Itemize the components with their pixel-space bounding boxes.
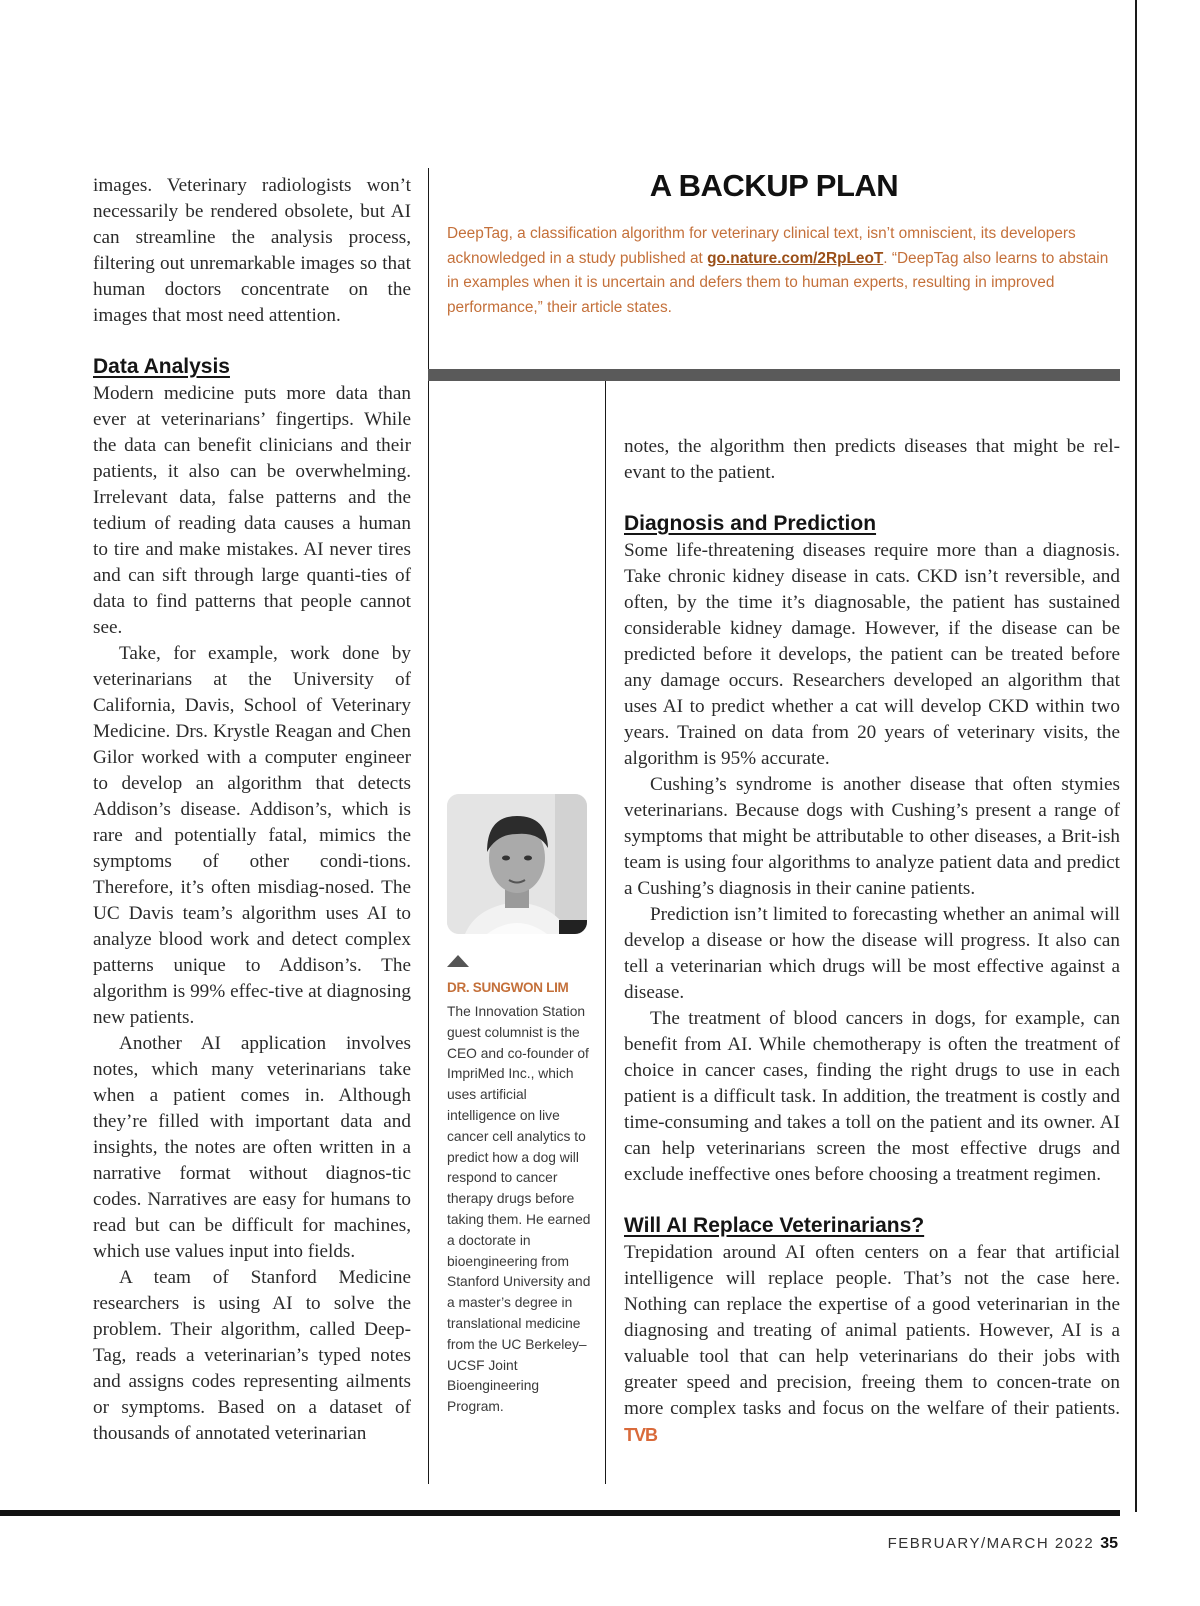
closing-text: Trepidation around AI often centers on a fear that artificial intelligence will replace people. That’s not the case here. Nothing can replace the expertise of a good veterinarian in the diagnosing and treating of animal patients. However, AI is a valuable tool that can help veterinarians do their jobs with greater speed and precision, freeing them to concen-trate on more complex tasks and focus on the welfare of their patients. (624, 1242, 1120, 1419)
column-divider (605, 380, 606, 1484)
page-number: 35 (1100, 1535, 1118, 1552)
author-bio: The Innovation Station guest columnist is the CEO and co-founder of ImpriMed Inc., which uses artificial intelligence on live cancer cell analytics to predict how a dog will respond to cancer therapy drugs before taking them. He earned a doctorate in bioengineering from Stanford University and a master’s degree in translational medicine from the UC Berkeley–UCSF Joint Bioengineering Program. (447, 1004, 591, 1415)
footer-rule (0, 1510, 1120, 1516)
body-paragraph: Some life-threatening diseases require more than a diagnosis. Take chronic kidney disease in cats. CKD isn’t reversible, and often, by the time it’s diagnosable, the patient has sustained considerable kidney damage. However, if the disease can be predicted before it develops, the patient can be treated before any damage occurs. Researchers developed an algorithm that uses AI to predict whether a cat will develop CKD within two years. Trained on data from 20 years of veterinary visits, the algorithm is 95% accurate. (624, 540, 1120, 769)
diagnosis-heading: Diagnosis and Prediction (624, 512, 877, 535)
body-paragraph: The treatment of blood cancers in dogs, for example, can benefit from AI. While chemotherapy is often the treatment of choice in cancer cases, finding the right drugs to use in each patient is a difficult task. In addition, the treatment is costly and time-consuming and takes a toll on the patient and its owner. AI can help veterinarians screen the most effective drugs and exclude ineffective ones before choosing a treatment regimen. (624, 1008, 1120, 1185)
author-photo (447, 794, 587, 934)
replace-veterinarians-heading: Will AI Replace Veterinarians? (624, 1214, 925, 1237)
body-paragraph: Take, for example, work done by veterinarians at the University of California, Davis, School of Veterinary Medicine. Drs. Krystle Reagan and Chen Gilor worked with a computer engineer to develop an algorithm that detects Addison’s disease. Addison’s, which is rare and potentially fatal, mimics the symptoms of other condi-tions. Therefore, it’s often misdiag-nosed. The UC Davis team’s algorithm uses AI to analyze blood work and detect complex patterns unique to Addison’s. The algorithm is 99% effec-tive at diagnosing new patients. (93, 643, 411, 1028)
page-footer (888, 1535, 1118, 1553)
closing-paragraph (624, 1240, 1120, 1449)
issue-date: FEBRUARY/MARCH 2022 (887, 1535, 1095, 1552)
tvb-end-mark: TVB (624, 1425, 657, 1445)
study-link[interactable]: go.nature.com/2RpLeoT (707, 249, 884, 267)
sidebar-text-after: . “DeepTag also learns to abstain in examples when it is uncertain and defers them to human experts, resulting in improved performance,” their article states. (447, 249, 1109, 316)
sidebar-title: A BACKUP PLAN (649, 168, 899, 203)
body-paragraph: A team of Stanford Medicine researchers is using AI to solve the problem. Their algorithm, called Deep-Tag, reads a veterinarian’s typed notes and assigns codes representing ailments or symptoms. Based on a dataset of thousands of annotated veterinarian (93, 1267, 411, 1444)
page-edge-rule (1135, 0, 1137, 1512)
sidebar-bottom-bar (428, 369, 1120, 381)
author-name: DR. SUNGWON LIM (447, 980, 569, 995)
sidebar-text (447, 222, 1111, 320)
left-column (93, 173, 411, 1447)
bio-pointer-icon (447, 955, 469, 967)
body-paragraph: Prediction isn’t limited to forecasting whether an animal will develop a disease or how the disease will progress. It also can tell a veterinarian which drugs will be most effective against a disease. (624, 904, 1120, 1003)
intro-paragraph: images. Veterinary radiologists won’t necessarily be rendered obsolete, but AI can streamline the analysis process, filtering out unremarkable images so that human doctors concentrate on the images that most need attention. (93, 175, 411, 326)
data-analysis-heading: Data Analysis (93, 355, 230, 378)
body-paragraph: Cushing’s syndrome is another disease that often stymies veterinarians. Because dogs with Cushing’s present a range of symptoms that might be attributable to other diseases, a Brit-ish team is using four algorithms to analyze patient data and predict a Cushing’s diagnosis in their canine patients. (624, 774, 1120, 899)
body-paragraph: Modern medicine puts more data than ever at veterinarians’ fingertips. While the data can benefit clinicians and their patients, it also can be overwhelming. Irrelevant data, false patterns and the tedium of reading data causes a human to tire and make mistakes. AI never tires and can sift through large quanti-ties of data to find patterns that people cannot see. (93, 383, 411, 638)
sidebar-text-before: DeepTag, a classification algorithm for veterinary clinical text, isn’t omniscient, its developers acknowledged in a study published at (447, 225, 1076, 267)
column-divider (428, 168, 429, 1484)
continued-paragraph: notes, the algorithm then predicts diseases that might be rel-evant to the patient. (624, 436, 1120, 483)
body-paragraph: Another AI application involves notes, which many veterinarians take when a patient comes in. Although they’re filled with important data and insights, the notes are often written in a narrative format without diagnos-tic codes. Narratives are easy for humans to read but can be difficult for machines, which use values input into fields. (93, 1033, 411, 1262)
right-column (624, 434, 1120, 1449)
